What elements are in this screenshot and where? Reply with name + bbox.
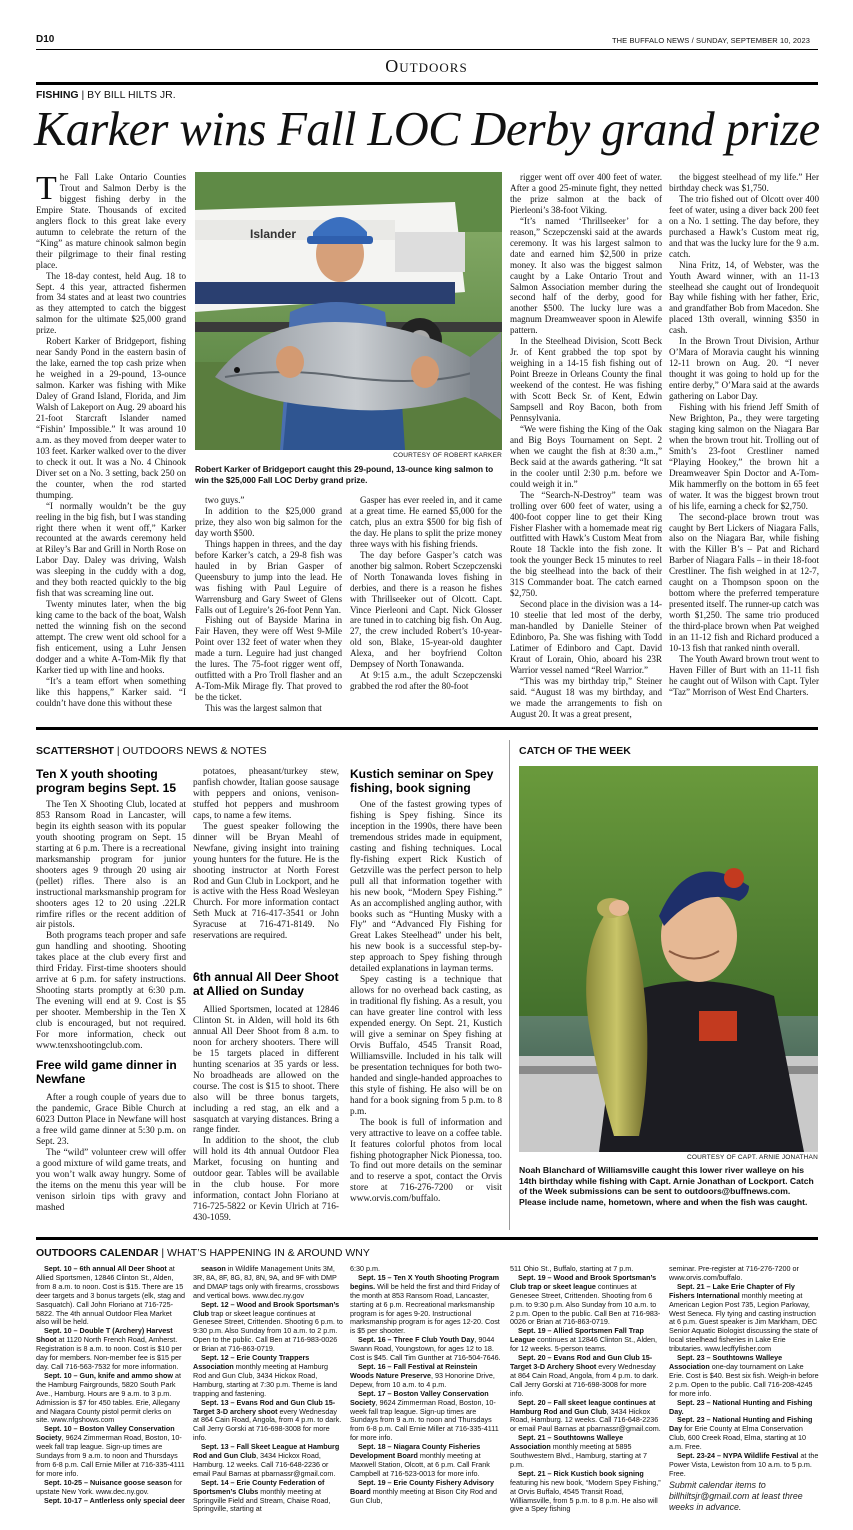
calendar-entry: Sept. 23 – Southtowns Walleye Association one-day tournament on Lake Erie. Cost is $40. Best six fish. Weigh-in before 2 p.m. Open to the public. Call 716-208-4245 for more info. (669, 1353, 819, 1398)
calendar-entry-title: Sept. 18 – Niagara County Fisheries Development Board (350, 1442, 481, 1461)
calendar-entry: Sept. 15 – Ten X Youth Shooting Program begins. Will be held the first and third Friday of the month at 853 Ransom Road, Lancaster, starting at 6 p.m. Recreational marksmanship program is for ages 9-20. Instructional marksmanship program is for ages 12-20. Cost is $5 per shooter. (350, 1272, 500, 1336)
page-number: D10 (36, 34, 55, 45)
calendar-entry-title: Sept. 23 – National Hunting and Fishing Day. (669, 1397, 813, 1416)
calendar-entry: Sept. 10 – 6th annual All Deer Shoot at Allied Sportsmen, 12846 Clinton St., Alden, from 8 a.m. to noon. Cost is $15. There are 15 deer targets and 3 bonus targets (elk, stag and Sasquatch). Call John Floriano at 716-725-5822. The 4th annual Outdoor Flea Market also will be held. (36, 1264, 186, 1327)
calendar-entry: Sept. 10-25 – Nuisance goose season for upstate New York. www.dec.ny.gov. (36, 1477, 183, 1496)
catch-photo-credit: COURTESY OF CAPT. ARNIE JONATHAN (686, 1154, 818, 1161)
calendar-entry-title: Sept. 16 – Fall Festival at Reinstein Woods Nature Preserve (350, 1361, 478, 1380)
story-col2-body (195, 495, 342, 714)
story-paragraph: In addition to the $25,000 grand prize, they also won big salmon for the day worth $500. (195, 505, 342, 538)
catch-photo-illustration (519, 766, 818, 1152)
catch-of-week-label: CATCH OF THE WEEK (519, 745, 631, 757)
headline: Karker wins Fall LOC Derby grand prize (34, 103, 820, 156)
calendar-entry-title: Sept. 10 – Double T (Archery) Harvest Shoot (36, 1326, 173, 1345)
brief-wild-game-continued-text (193, 767, 339, 942)
calendar-title: OUTDOORS CALENDAR (36, 1247, 159, 1259)
boat-name-text: Islander (250, 227, 297, 241)
scattershot-title: SCATTERSHOT (36, 745, 114, 757)
story-paragraph: Nina Fritz, 14, of Webster, was the Youth Award winner, with an 11-13 steelhead she caught out of Irondequoit Bay while fishing with her father, Eric, and grandfather Bob from Macedon. She placed 13th overall, winning $350 in cash. (669, 259, 819, 336)
calendar-entry-title: Sept. 16 – Three F Club Youth Day (358, 1335, 475, 1345)
brief-wild-game-body (36, 1093, 186, 1233)
story-col1-body (36, 172, 186, 709)
story-paragraph: Gasper has ever reeled in, and it came at a great time. He earned $5,000 for the catch, plus an extra $500 for big fish of the day. He plans to split the prize money three ways with his fishing friends. (350, 495, 502, 549)
calendar-column-3 (350, 1265, 502, 1527)
drop-cap: T (36, 170, 57, 207)
calendar-entry: Sept. 16 – Three F Club Youth Day, 9044 Swann Road, Youngstown, for ages 12 to 18. Cost is $45. Call Tim Gunther at 716-504-7646. (350, 1335, 501, 1363)
masthead: THE BUFFALO NEWS / SUNDAY, SEPTEMBER 10, 2023 (611, 36, 810, 45)
calendar-entry: Sept. 18 – Niagara County Fisheries Development Board monthly meeting at Maxwell Station, Olcott, at 6 p.m. Call Frank Campbell at 716-523-0013 for more info. (350, 1442, 490, 1478)
brief-paragraph: The book is full of information and very attractive to leave on a coffee table. It features colorful photos from local fishing photographer Nick Pionessa, too. To find out more details on the seminar and to reserve a spot, contact the Orvis store at 716-276-7200 or visit www.orvis.com/buffalo. (350, 1117, 502, 1205)
calendar-column-4 (510, 1265, 662, 1527)
calendar-entry-title: Sept. 10 – 6th annual All Deer Shoot (44, 1264, 167, 1273)
calendar-entry-title: Sept. 10 – Boston Valley Conservation Society (36, 1424, 175, 1443)
story-paragraph: The Youth Award brown trout went to Haven Filler of Burt with an 11-11 fish he caught out of Wilson with Capt. Tyler “Taz” Morrison of West End Charters. (669, 653, 819, 697)
calendar-entry-title: season (201, 1264, 226, 1273)
story-paragraph: The Fall Lake Ontario Counties Trout and Salmon Derby is the biggest fishing derby in the Empire State. Thousands of excited anglers flock to this great lake every autumn to celebrate the return of the “King” as mature chinook salmon begin their pilgrimage to their final resting place. (36, 170, 186, 270)
story-paragraph: The 18-day contest, held Aug. 18 to Sept. 4 this year, attracted fishermen from 34 states and at least two countries as they attempted to catch the biggest salmon for the ultimate $25,000 grand prize. (36, 270, 186, 336)
main-photo-caption: Robert Karker of Bridgeport caught this 29-pound, 13-ounce king salmon to win the $25,000 Fall LOC Derby grand prize. (195, 464, 494, 485)
brief-paragraph: Both programs teach proper and safe gun handling and shooting. Shooting takes place at the club every first and third Friday. First-time shooters should arrive at 6 p.m. for safety instructions. Shooting starts promptly at 6:30 p.m. The evening will end at 9. Cost is $5 per shooter. Membership in the Ten X club is encouraged, but not required. For more information, check out www.tenxshootingclub.com. (36, 931, 186, 1051)
brief-deer-shoot-body (193, 1005, 339, 1233)
brief-paragraph: In addition to the shoot, the club will hold its 4th annual Outdoor Flea Market, focusing on hunting and outdoor gear. Tables will be available in the club house. For more information, contact John Floriano at 716-725-5822 or Kevin Ulrich at 716-430-1059. (193, 1136, 339, 1224)
main-photo (195, 172, 502, 450)
calendar-entry (36, 1497, 186, 1506)
story-paragraph: Second place in the division was a 14-10 steelie that led most of the derby, man-handled by Danielle Steiner of Edinboro, Pa. She was fishing with Todd Latimer of Edinboro and Capt. David Kraut of Lorain, Ohio, aboard his 23R Warrior vessel named “Reel Warrior.” (510, 599, 662, 675)
scattershot-label (36, 745, 267, 757)
story-paragraph: Fishing with his friend Jeff Smith of New Brighton, Pa., they were targeting staging king salmon on the Niagara Bar when the brown trout hit. Trolling out of Smith’s 23-foot Crestliner named “Playing Hookey,” the brown hit a Dreamweaver Spin Doctor and A-Tom-Mik hammerfly on the bottom in 65 feet of water. It was the biggest brown trout of his life, earning a check for $2,750. (669, 402, 819, 511)
story-paragraph: Twenty minutes later, when the big king came to the back of the boat, Walsh netted the winning fish on the second attempt. The crew went old school for a fish enticement, using a Luhr Jensen dodger and a white A-Tom-Mik fly that Karker tied up with line and hooks. (36, 599, 186, 675)
story-paragraph: two guys.” (205, 495, 245, 505)
story-paragraph: The second-place brown trout was caught by Bert Lickers of Niagara Falls, also on the Niagara Bar, while fishing with the Killer B’s – Pat and Richard Barber of Niagara Falls – in their 18-foot Crestliner. The fish weighed in at 12-7, caught on a Thompson spoon on the bottom where the preferred temperature presented itself. The runner-up catch was worth $1,250. The same trio produced the third-place brown when Pat weighed in an 11-12 fish and Richard produced a 10-13 fish that ranked ninth overall. (669, 511, 819, 653)
brief-headline-wild-game: Free wild game dinner in Newfane (36, 1058, 177, 1086)
brief-paragraph: One of the fastest growing types of fishing is Spey fishing. Since its inception in the 1990s, there have been tremendous strides made in equipment, casting and fishing techniques. Local fly-fishing expert Rick Kustich of Getzville was the perfect person to help pull all that information together with his new book, “Modern Spey Fishing.” As an accomplished angling author, with books such as “Hunting Musky with a Fly” and “Advanced Fly Fishing for Great Lakes Steelhead” under his belt, his new book is a successful step-by-step approach to Spey fishing through detailed explanations in layman terms. (350, 800, 502, 975)
story-col5-body (669, 172, 819, 698)
calendar-entry-title: Sept. 14 – Erie County Federation of Sportsmen’s Clubs (193, 1477, 325, 1496)
calendar-entry: Sept. 23-24 – NYPA Wildlife Festival at the Power Vista, Lewiston from 10 a.m. to 5 p.m. Free. (669, 1451, 819, 1478)
calendar-entry-title: Sept. 21 – Lake Erie Chapter of Fly Fishers International (669, 1281, 795, 1300)
brief-paragraph: The “wild” volunteer crew will offer a good mixture of wild game treats, and you won’t walk away hungry. Some of the items on the menu this year will be venison sirloin tips with gravy and mashed (36, 1147, 186, 1213)
story-paragraph: At 9:15 a.m., the adult Sczepczenski grabbed the rod after the 80-foot (350, 670, 502, 692)
calendar-column-1 (36, 1265, 186, 1527)
calendar-entry: Sept. 16 – Fall Festival at Reinstein Woods Nature Preserve, 93 Honorine Drive, Depew, from 10 a.m. to 4 p.m. (350, 1361, 495, 1389)
main-photo-credit: COURTESY OF ROBERT KARKER (393, 452, 502, 459)
brief-kustich-text (350, 800, 502, 1205)
calendar-entry: 6:30 p.m. (350, 1264, 380, 1273)
brief-paragraph: potatoes, pheasant/turkey stew, panfish chowder, Italian goose sausage with peppers and onions, venison-stuffed hot peppers and mushroom caps, to name a few items. (193, 767, 339, 821)
story-paragraph: “It’s a team effort when something like this happens,” Karker said. “I couldn’t have done this without these (36, 675, 186, 708)
calendar-entry-title: Sept. 10 – Gun, knife and ammo show (44, 1370, 174, 1380)
calendar-entry-title: Sept. 19 – Erie County Fishery Advisory Board (350, 1477, 494, 1496)
story-paragraph: “This was my birthday trip,” Steiner said. “August 18 was my birthday, and we made the arrangements to fish on August 20. It was a great present, (510, 675, 662, 719)
story-paragraph: The day before Gasper’s catch was another big salmon. Robert Sczepczenski of North Tonawanda loves fishing in derbies, and there is a reason he fishes with Thrillseeker out of Olcott. Capt. Vince Pierleoni and Capt. Nick Glosser are tuned in to catching big fish. On Aug. 27, the crew included Robert’s 10-year-old son, Blake, 15-year-old daughter Alexa, and her boyfriend Colton Dempsey of North Tonawanda. (350, 549, 502, 670)
calendar-entry: season in Wildlife Management Units 3M, 3R, 8A, 8F, 8G, 8J, 8N, 9A, and 9F with DMP and DMAP tags only with firearms, crossbows and vertical bows. www.dec.ny.gov (193, 1264, 340, 1300)
calendar-entry: Sept. 19 – Wood and Brook Sportsman’s Club trap or skeet league continues at Genesee Street, Crittenden. Shooting from 6 p.m. to 9:30 p.m. Also Sunday from 10 a.m. to 2 p.m. Open to the public. Call Ben at 716-983-0026 or Brian at 716-863-0719. (510, 1272, 661, 1327)
brief-ten-x-body (36, 800, 187, 1051)
story-paragraph: Robert Karker of Bridgeport, fishing near Sandy Pond in the eastern basin of the lake, earned the top cash prize when he weighed in a 29-pound, 13-ounce salmon. Karker was fishing with Mike Daley of Grand Island, Florida, and Jim Walsh of Lakeport on Aug. 29 aboard his 21-foot Starcraft Islander named “Fishin’ Impossible.” It was around 10 a.m. as they moved from deeper water to 103 feet. Karker walked over to the diver to check it out. It was a No. 4 Chinook Diver set on a No. 3 setting, back 250 on the counter, when the rod started thumping. (36, 336, 186, 500)
story-column-3 (350, 495, 502, 720)
calendar-entry: Sept. 19 – Erie County Fishery Advisory Board monthly meeting at Bison City Rod and Gun Club, (350, 1477, 498, 1505)
story-paragraph: This was the largest salmon that (205, 703, 322, 714)
story-column-5 (669, 172, 819, 720)
calendar-entry: Sept. 13 – Fall Skeet League at Hamburg Rod and Gun Club, 3434 Hickox Road, Hamburg. 12 weeks. Call 716-648-2236 or email Paul Barnas at pbarnassr@gmail.com. (193, 1442, 340, 1478)
calendar-entry-title: Sept. 20 – Fall skeet league continues at Hamburg Rod and Gun Club (510, 1397, 656, 1416)
story-paragraph: rigger went off over 400 feet of water. After a good 25-minute fight, they netted the prize salmon at the back of Pierleoni’s 38-foot Viking. (510, 172, 662, 215)
calendar-entry-title: Sept. 12 – Erie County Trappers Association (193, 1353, 310, 1371)
brief-kustich-body (350, 800, 502, 1212)
story-paragraph: In the Brown Trout Division, Arthur O’Mara of Moravia caught his winning 12-11 brown on Aug. 20. “I never thought it was going to hold up for the entire derby,” O’Mara said at the awards gathering on Labor Day. (669, 336, 819, 402)
brief-headline-deer-shoot: 6th annual All Deer Shoot at Allied on Sunday (193, 970, 339, 998)
section-rule (36, 82, 818, 85)
calendar-entry-title: Sept. 17 – Boston Valley Conservation Society (350, 1388, 489, 1407)
kicker-byline: | BY BILL HILTS JR. (78, 89, 176, 101)
calendar-entry-title: Sept. 19 – Allied Sportsmen Fall Trap League (510, 1326, 644, 1345)
calendar-entry: Sept. 23 – National Hunting and Fishing Day for Erie County at Elma Conservation Club, 600 Creek Road, Elma, starting at 10 a.m. Free. (669, 1415, 813, 1452)
calendar-column-2 (193, 1265, 343, 1527)
story-column-1 (36, 172, 186, 720)
calendar-entry: 511 Ohio St., Buffalo, starting at 7 p.m. (510, 1264, 634, 1273)
story-paragraph: “It’s named ‘Thrillseeker’ for a reason,” Sczepczenski said at the awards ceremony. It was his largest salmon to date and earned him $2,500 in prize money. It also was the biggest salmon caught by a Lake Ontario Trout and Salmon Association member during the second half of the derby, good for another $500. The lucky lure was a magnum Dreamweaver spoon in Alewife pattern. (510, 215, 662, 336)
calendar-entry-title: Sept. 23 – Southtowns Walleye Association (669, 1353, 783, 1371)
brief-paragraph: The guest speaker following the dinner will be Bryan Meahl of Newfane, giving insight into training young hunters for the future. He is the shooting instructor at North Forest Rod and Gun Club in Lockport, and he is active with the Hess Road Wesleyan Church. For more information contact Seth Muck at 716-417-3541 or John Syracuse at 716-471-8149. No reservations are required. (193, 821, 339, 942)
calendar-entry-title: Sept. 21 – Southtowns Walleye Association (510, 1433, 624, 1452)
calendar-label (36, 1247, 370, 1259)
calendar-top-rule (36, 1237, 818, 1240)
catch-photo (519, 766, 818, 1152)
story-col3-body (350, 495, 502, 692)
scattershot-subtitle: | OUTDOORS NEWS & NOTES (113, 745, 267, 757)
story-kicker (36, 89, 176, 101)
section-divider (509, 740, 510, 1230)
brief-deer-shoot-text (193, 1005, 339, 1224)
catch-caption: Noah Blanchard of Williamsville caught this lower river walleye on his 14th birthday while fishing with Capt. Arnie Jonathan of Lockport. Catch of the Week submissions can be sent to outdoors@buffnews.com. Please include name, hometown, where and when the fish was caught. (519, 1165, 814, 1208)
brief-ten-x-text (36, 800, 186, 1052)
calendar-entry: Sept. 19 – Allied Sportsmen Fall Trap League continues at 12846 Clinton St., Alden, for 12 weeks. 5-person teams. (510, 1326, 658, 1354)
story-paragraph: Fishing out of Bayside Marina in Fair Haven, they were off West 9-Mile Point over 132 feet of water when they made a turn. Leguire had just changed the lures. The 75-foot rigger went off, outfitted with a Pro Troll flasher and an A-Tom-Mik Mirage fly. That proved to be the ticket. (195, 615, 342, 703)
calendar-entry: Sept. 12 – Erie County Trappers Association monthly meeting at Hamburg Rod and Gun Club, 3434 Hickox Road, Hamburg, starting at 7:30 p.m. Theme is land trapping and fastening. (193, 1353, 338, 1398)
calendar-entry-title: Sept. 12 – Wood and Brook Sportsman’s Club (193, 1299, 340, 1318)
calendar-entry: Sept. 12 – Wood and Brook Sportsman’s Club trap or skeet league continues at Genesee Street, Crittenden. Shooting 6 p.m. to 9:30 p.m. Also Sunday from 10 a.m. to 2 p.m. Open to the public. Call Ben at 716-983-0026 or Brian at 716-863-0719. (193, 1299, 343, 1354)
calendar-entry: Sept. 21 – Rick Kustich book signing featuring his new book, “Modern Spey Fishing,” at Orvis Buffalo, 4545 Transit Road, Williamsville, from 5 p.m. to 8 p.m. He also will give a Spey fishing (510, 1468, 661, 1514)
calendar-entry: Sept. 13 – Evans Rod and Gun Club 15-Target 3-D archery shoot every Wednesday at 864 Cain Road, Angola, from 4 p.m. to dark. Call Jerry Gorski at 716-698-3008 for more info. (193, 1397, 342, 1443)
calendar-entry: Sept. 10 – Gun, knife and ammo show at the Hamburg Fairgrounds, 5820 South Park Ave., Hamburg. Hours are 9 a.m. to 3 p.m. Admission is $7 for 450 tables. Erie, Allegany and Niagara County pistol permit clerks on site. www.nfgshows.com (36, 1370, 182, 1425)
story-col4-body (510, 172, 662, 720)
calendar-entry-title: Sept. 21 – Rick Kustich book signing (518, 1468, 644, 1478)
story-paragraph: In the Steelhead Division, Scott Beck Jr. of Kent grabbed the top spot by weighing in a 14-15 fish fishing out of Point Breeze in Orleans County the final weekend of the contest. He was fishing with Scott Beck Sr. of Kent, Edwin Sampsell and Roy Bacon, both from Pennsylvania. (510, 336, 662, 423)
story-paragraph: Things happen in threes, and the day before Karker’s catch, a 29-8 fish was hauled in by Brian Gasper of Queensbury to jump into the lead. He was fishing with Paul Leguire of Warrensburg and Gary Sweet of Glens Falls out of Leguire’s 26-foot Penn Yan. (195, 538, 342, 615)
brief-paragraph: The Ten X Shooting Club, located at 853 Ransom Road in Lancaster, will begin its eighth season with its popular youth shooting program on Sept. 15 starting at 6 p.m. There is a recreational marksmanship program for junior shooters ages 9 through 20 using air (pellet) rifles. There also is an instructional marksmanship program for shooters ages 12 to 20 using .22LR rimfire rifles or the recent addition of air pistols. (36, 800, 187, 931)
story-paragraph: The “Search-N-Destroy” team was trolling over 600 feet of water, using a 400-foot copper line to get their King Fisher Flasher with a homemade meat rig outfitted with Hawk’s Custom Meat from Route 18 Tackle into the fish zone. It took the younger Beck 15 minutes to reel the big steelhead into the back of their 31S Commander boat. The catch earned $2,750. (510, 489, 662, 599)
calendar-entry: Sept. 21 – Southtowns Walleye Association monthly meeting at 5895 Southwestern Blvd., Hamburg, starting at 7 p.m. (510, 1433, 648, 1469)
header-rule (36, 49, 818, 50)
calendar-submit-note: Submit calendar items to billhiltsjr@gmail.com at least three weeks in advance. (669, 1480, 803, 1512)
calendar-entry-title: Sept. 10-17 – Antlerless only special deer (44, 1495, 185, 1505)
calendar-entry (669, 1399, 819, 1417)
brief-headline-ten-x: Ten X youth shooting program begins Sept. 15 (36, 767, 177, 795)
calendar-entry: Sept. 14 – Erie County Federation of Sportsmen’s Clubs monthly meeting at Springville Field and Stream, Chaise Road, Springville, starting at (193, 1477, 331, 1514)
brief-paragraph: Allied Sportsmen, located at 12846 Clinton St. in Alden, will hold its 6th annual All Deer Shoot from 8 a.m. to noon for archery shooters. There will be 15 targets placed in different hunting scenarios at 35 yards or less. No broadheads are allowed on the course. The cost is $15 to shoot. There also will be three bonus targets, including a red stag, an elk and a sasquatch at varying distances. Bring a range finder. (193, 1005, 339, 1136)
story-paragraph: “I normally wouldn’t be the guy reeling in the big fish, but I was standing right there when it went off,” Karker recounted at the awards ceremony held at Riley’s Bar and Grill in North Rose on Labor Day. Daley was driving, Walsh was sleeping in the cuddy with a dog, and they both reacted quickly to the big fish that was screaming line out. (36, 500, 186, 599)
calendar-entry-title: Sept. 20 – Evans Rod and Gun Club 15-Target 3-D Archery Shoot (510, 1353, 653, 1371)
story-paragraph: the biggest steelhead of my life.” Her birthday check was $1,750. (669, 172, 819, 193)
calendar-entry-title: Sept. 23 – National Hunting and Fishing Day (669, 1415, 813, 1434)
calendar-entry-title: Sept. 13 – Fall Skeet League at Hamburg Rod and Gun Club (193, 1442, 340, 1461)
calendar-column-5 (669, 1264, 819, 1478)
brief-wild-game-continued (193, 767, 339, 975)
calendar-entry-title: Sept. 23-24 – NYPA Wildlife Festival (677, 1451, 799, 1461)
calendar-entry-title: Sept. 13 – Evans Rod and Gun Club 15-Target 3-D archery shoot (193, 1397, 336, 1416)
story-column-4 (510, 172, 662, 720)
calendar-entry: Sept. 10 – Double T (Archery) Harvest Shoot at 1120 North French Road, Amherst. Registration is 8 a.m. to noon. Cost is $10 per day for members. Non-member fee is $15 per day. Call 716-563-7532 for more information. (36, 1326, 182, 1371)
calendar-entry: Sept. 20 – Fall skeet league continues at Hamburg Rod and Gun Club, 3434 Hickox Road, Hamburg. 12 weeks. Call 716-648-2236 or email Paul Barnas at pbarnassr@gmail.com. (510, 1397, 661, 1434)
calendar-entry: Sept. 17 – Boston Valley Conservation Society, 9624 Zimmerman Road, Boston, 10-week fall trap league. Sign-up times are Sundays from 9 a.m. to noon and Thursdays from 6-8 p.m. Call Ernie Miller at 716-335-4111 for more info. (350, 1388, 499, 1443)
kicker-topic: FISHING (36, 89, 79, 101)
calendar-entry-title: Sept. 15 – Ten X Youth Shooting Program begins. (350, 1272, 499, 1291)
brief-wild-game-text (36, 1093, 186, 1213)
story-bottom-rule (36, 727, 818, 730)
main-photo-illustration (195, 172, 502, 450)
section-title: Outdoors (385, 56, 468, 76)
calendar-entry-title: Sept. 10-25 – Nuisance goose season (44, 1477, 172, 1487)
calendar-entry: Sept. 20 – Evans Rod and Gun Club 15-Target 3-D Archery Shoot every Wednesday at 864 Cain Road, Angola, from 4 p.m. to dark. Call Jerry Gorski at 716-698-3008 for more info. (510, 1353, 659, 1398)
brief-paragraph: After a rough couple of years due to the pandemic, Grace Bible Church at 6023 Dutton Place in Newfane will host a free wild game dinner at 5:30 p.m. on Sept. 23. (36, 1093, 186, 1147)
calendar-subtitle: | WHAT’S HAPPENING IN & AROUND WNY (158, 1247, 370, 1259)
brief-headline-kustich: Kustich seminar on Spey fishing, book signing (350, 767, 494, 795)
story-paragraph: The trio fished out of Olcott over 400 feet of water, using a diver back 200 feet on a No. 1 setting. The day before, they purchased a Hawk’s Custom meat rig, and that was the lucky lure for the 9 a.m. catch. (669, 193, 819, 259)
brief-paragraph: Spey casting is a technique that allows for no overhead back casting, as in traditional fly fishing. As a result, you can have greater line control with less expended energy. On Sept. 21, Kustich will give a seminar on Spey fishing at Orvis Buffalo, 4545 Transit Road, Williamsville. Included in his talk will be presentation techniques for both two-handed and single-handed approaches to this style of fishing. He also will be on hand for a book signing from 5 p.m. to 8 p.m. (350, 975, 502, 1117)
story-column-2 (195, 495, 342, 720)
story-paragraph: “We were fishing the King of the Oak and Big Boys Tournament on Sept. 2 when we caught the fish at 8:30 a.m.,” Beck said at the awards gathering. “It sat in the cooler until 2:30 p.m. before we could weigh it in.” (510, 423, 662, 489)
calendar-entry-title: Sept. 19 – Wood and Brook Sportsman’s Club trap or skeet league (510, 1272, 657, 1291)
calendar-entry: seminar. Pre-register at 716-276-7200 or www.orvis.com/buffalo. (669, 1264, 799, 1282)
calendar-entry: Sept. 10 – Boston Valley Conservation Society, 9624 Zimmerman Road, Boston, 10-week fall trap league. Sign-up times are Sundays from 9 a.m. to noon and Thursdays from 6-8 p.m. Call Ernie Miller at 716-335-4111 for more info. (36, 1424, 185, 1478)
calendar-entry: Sept. 21 – Lake Erie Chapter of Fly Fishers International monthly meeting at American Legion Post 735, Legion Parkway, West Seneca. Fly tying and casting instruction at 6 p.m. Guest speaker is Jim Markham, DEC Senior Aquatic Biologist discussing the state of local steelhead fisheries in Lake Erie tributaries. www.lecffyfisher.com (669, 1281, 818, 1354)
